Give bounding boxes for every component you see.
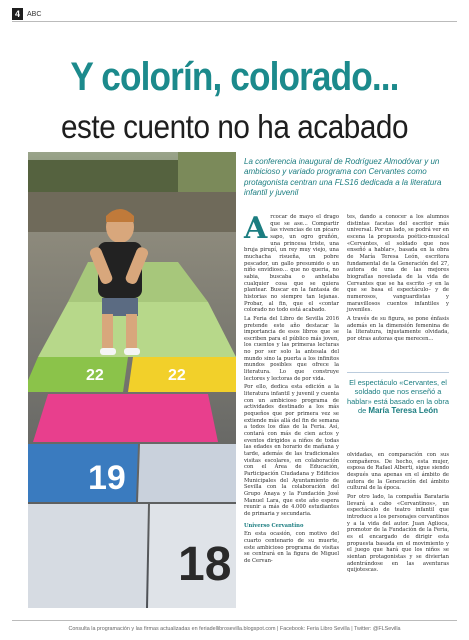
pull-quote-name: María Teresa León xyxy=(368,405,438,415)
footer-rule xyxy=(12,620,457,621)
paragraph: La Feria del Libro de Sevilla 2016 pretende este año destacar la importancia de esos libros que se escriben para el público más joven, los cuentos y las primeras lecturas no por ser solo la antesala del mundo sino la puerta a los infinitos mundos posibles que ofrece la literatura. Lo que construye lectores y lectoras de por vida. xyxy=(244,315,339,382)
headline-subline: este cuento no ha acabado xyxy=(60,108,409,145)
paragraph: A través de su figura, se pone énfasis además en la dimensión femenina de la literatura, injustamente olvidada, por otras autoras que merecen... xyxy=(347,315,449,342)
paragraph: Por otro lado, la compañía Barataria llevará a cabo «Cervantinos», un espectáculo de teatro infantil que introduce a los personajes cervantinos y a la vida del autor. Juan Aglioca, promotor de la Fundación de la Feria, es el encargado de dirigir esta propuesta basada en el movimiento y el juego que hará que los niños se sientan protagonistas y se diviertan adentrándose en las aventuras quijotescas. xyxy=(347,493,449,574)
article-column-2 xyxy=(347,214,449,344)
article-column-3 xyxy=(347,452,449,576)
paragraph: olvidadas, en comparación con sus compañeros. De hecho, esta mujer, esposa de Rafael Alberti, sigue siendo después una apenas en el ámbito de autora de la Generación del ámbito cultural de la época. xyxy=(347,452,449,492)
hopscotch-photo-illustration xyxy=(28,152,236,608)
article-column-1 xyxy=(244,211,339,566)
section-label: ABC xyxy=(27,10,42,18)
tile-number: 19 xyxy=(88,459,126,497)
article-photo xyxy=(28,152,236,608)
page-header xyxy=(12,8,41,20)
drop-cap: A xyxy=(244,211,268,246)
paragraph: En esta ocasión, con motivo del cuarto centenario de su muerte, este ambicioso programa de visitas se centrará en la figura de Miguel de Cervan- xyxy=(244,531,339,564)
pull-quote xyxy=(347,372,449,416)
headline: Y colorín, colorado... xyxy=(70,55,399,99)
tile-number: 22 xyxy=(168,367,186,384)
paragraph: rcocar de mayo el drago que se ase... Compartir las vivencias de un pícaro sapo, un ogro gruñón, una princesa triste, una bruja pirupí, un rey muy viejo, una muchacha risueña, un pobre pescador, un gallo presumido o un niño envidioso… que no queria, no sabia, buscaba o anhelaba cualquier cosa que se quiera plantear. Buscar en la fantasía de historias no siempre tan lejanas. Probar, al fin, que el «contar colorado no todo está acabado. xyxy=(244,214,339,314)
page-footer: Consulta la programación y las firmas actualizadas en feriadellibrosevilla.blogspot.com | Facebook: Feria Libro Sevilla | Twitter: @FLSevilla xyxy=(68,626,401,632)
paragraph: Por ello, dedica esta edición a la literatura infantil y juvenil y cuenta con un ambicioso programa de actividades destinado a los más pequeños que por primera vez se extiende más allá del fin de semana a todos los días de la Feria. Así, contará con más de cien actos y eventos dirigidos a niños de todas las edades en horario de mañana y tarde, además de las tradicionales visitas escolares, en colaboración con el Área de Educación, Participación Ciudadana y Edificios Municipales del Ayuntamiento de Sevilla con la colaboración del Grupo Anaya y la Fundación José Manuel Lara, que este año espera reunir a más de 4.000 estudiantes de primaria y secundaria. xyxy=(244,384,339,517)
header-rule xyxy=(12,21,457,22)
subheading: Universo Cervantino xyxy=(244,522,304,529)
pull-quote-text: El espectáculo «Cervantes, el soldado que nos enseñó a hablar» está basado en la obra de xyxy=(347,378,449,415)
paragraph: tes, dando a conocer a los alumnos distintas facetas del escritor más universal. Por un lado, se podrá ver en escena la propuesta poético-musical «Cervantes, el soldado que nos enseñó a hablar», basada en la obra de María Teresa León, escritora fundamental de la Generación del 27, autora de una de las mejores biografías novelada de la vida de Cervantes que se ha escrito –y en la que se basa el espectáculo– y de numerosos, vanguardistas y maravillosos cuentos infantiles y juveniles. xyxy=(347,214,449,314)
tile-number: 18 xyxy=(178,538,232,591)
tile-number: 22 xyxy=(86,367,104,384)
article-lead: La conferencia inaugural de Rodríguez Almodóvar y un ambicioso y variado programa con Cervantes como protagonista centran una FLS16 dedicada a la literatura infantil y juvenil xyxy=(244,157,442,198)
page-number: 4 xyxy=(12,8,23,20)
